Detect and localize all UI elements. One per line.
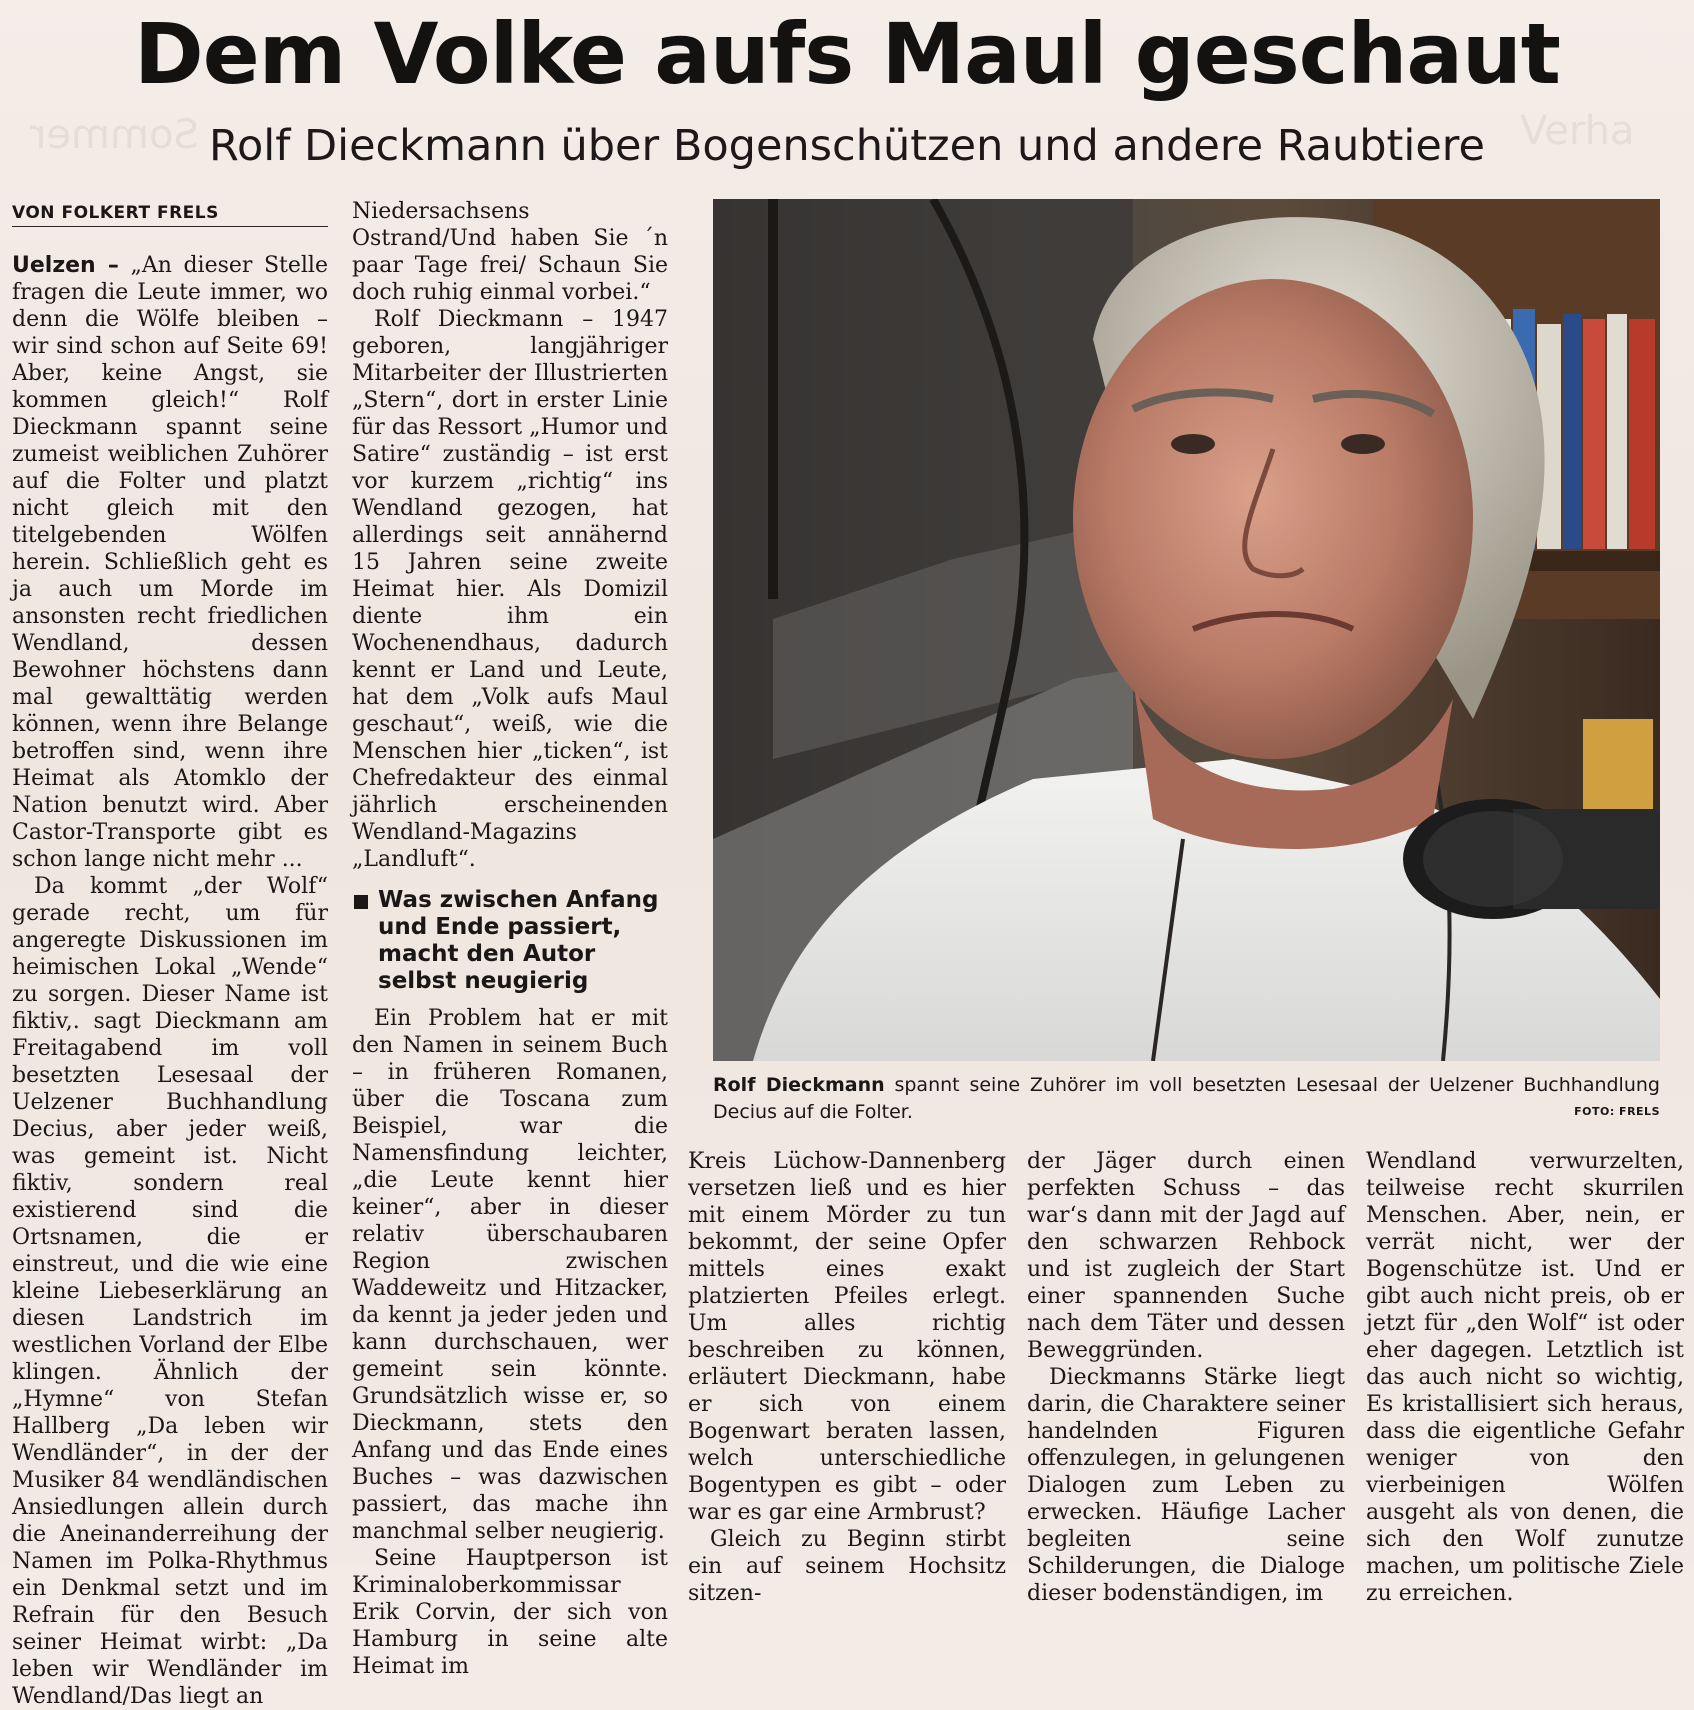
column-4 [1027, 1148, 1345, 1607]
article-photo [713, 199, 1660, 1061]
column-5 [1366, 1148, 1684, 1607]
paragraph: Kreis Lüchow-Dannenberg versetzen ließ und es hier mit einem Mörder zu tun bekommt, der seine Opfer mittels eines exakt platzierten Pfeiles erlegt. Um alles richtig beschreiben zu können, erläutert Dieckmann, habe er sich von einem Bogenwart beraten lassen, welch unterschiedliche Bogentypen es gibt – oder war es gar eine Armbrust? [688, 1149, 1006, 1525]
paragraph: Dieckmanns Stärke liegt darin, die Charaktere seiner handelnden Figuren offenzulegen, in gelungenen Dialogen zum Leben zu erwecken. Häufige Lacher begleiten seine Schilderungen, die Dialoge dieser bodenständigen, im [1027, 1365, 1345, 1606]
column-1 [12, 252, 328, 1710]
intermediate-heading-text: Was zwischen Anfang und Ende passiert, macht den Autor selbst neugierig [378, 887, 659, 994]
caption-text: spannt seine Zuhörer im voll besetzten Lesesaal der Uelzener Buchhandlung Decius auf die Folter. [713, 1074, 1660, 1123]
column-2 [352, 198, 668, 1680]
subheadline: Rolf Dieckmann über Bogenschützen und andere Raubtiere [209, 121, 1485, 171]
location-label: Uelzen – [12, 253, 119, 278]
paragraph: Ein Problem hat er mit den Namen in seinem Buch – in früheren Romanen, über die Toscana zum Beispiel, war die Namensfindung leichter, „die Leute kennt hier keiner“, aber in dieser relativ überschaubaren Region zwischen Waddeweitz und Hitzacker, da kennt ja jeder jeden und kann durchschauen, wer gemeint sein könnte. Grundsätzlich wisse er, so Dieckmann, stets den Anfang und das Ende eines Buches – was dazwischen passiert, das mache ihn manchmal selber neugierig. [352, 1006, 668, 1544]
portrait-image [713, 199, 1660, 1061]
paragraph: Gleich zu Beginn stirbt ein auf seinem Hochsitz sitzen- [688, 1527, 1006, 1606]
byline: VON FOLKERT FRELS [12, 200, 328, 227]
paragraph: Rolf Dieckmann – 1947 geboren, langjähriger Mitarbeiter der Illustrierten „Stern“, dort in erster Linie für das Ressort „Humor und Satire“ zuständig – ist erst vor kurzem „richtig“ ins Wendland gezogen, hat allerdings seit annähernd 15 Jahren seine zweite Heimat hier. Als Domizil diente ihm ein Wochenendhaus, dadurch kennt er Land und Leute, hat dem „Volk aufs Maul geschaut“, weiß, wie die Menschen hier „ticken“, ist Chefredakteur des einmal jährlich erscheinenden Wendland-Magazins „Landluft“. [352, 307, 668, 872]
paragraph: Niedersachsens Ostrand/Und haben Sie ´n paar Tage frei/ Schaun Sie doch ruhig einmal vorbei.“ [352, 199, 668, 305]
photo-credit: FOTO: FRELS [1574, 1105, 1660, 1118]
bullet-square-icon [354, 895, 368, 909]
intermediate-heading [352, 887, 668, 995]
bleed-through-text-right: Verha [1520, 108, 1635, 154]
column-3 [688, 1148, 1006, 1607]
paragraph: der Jäger durch einen perfekten Schuss – das war‘s dann mit der Jagd auf den schwarzen Rehbock und ist zugleich der Start einer spannenden Suche nach dem Täter und dessen Beweggründen. [1027, 1149, 1345, 1363]
paragraph: „An dieser Stelle fragen die Leute immer, wo denn die Wölfe bleiben – wir sind schon auf Seite 69! Aber, keine Angst, sie kommen gleich!“ Rolf Dieckmann spannt seine zumeist weiblichen Zuhörer auf die Folter und platzt nicht gleich mit den titelgebenden Wölfen herein. Schließlich geht es ja auch um Morde im ansonsten recht friedlichen Wendland, dessen Bewohner höchstens dann mal gewalttätig werden können, wenn ihre Belange betroffen sind, wenn ihre Heimat als Atomklo der Nation benutzt wird. Aber Castor-Transporte gibt es schon lange nicht mehr ... [12, 253, 328, 872]
paragraph: Wendland verwurzelten, teilweise recht skurrilen Menschen. Aber, nein, er verrät nicht, wer der Bogenschütze ist. Und er gibt auch nicht preis, ob er jetzt für „den Wolf“ ist oder eher dagegen. Letztlich ist das auch nicht so wichtig, Es kristallisiert sich heraus, dass die eigentliche Gefahr weniger von den vierbeinigen Wölfen ausgeht als von denen, die sich den Wolf zunutze machen, um politische Ziele zu erreichen. [1366, 1149, 1684, 1606]
caption-name: Rolf Dieckmann [713, 1074, 885, 1096]
paragraph: Da kommt „der Wolf“ gerade recht, um für angeregte Diskussionen im heimischen Lokal „Wende“ zu sorgen. Dieser Name ist fiktiv,. sagt Dieckmann am Freitagabend im voll besetzten Lesesaal der Uelzener Buchhandlung Decius, aber jeder weiß, was gemeint ist. Nicht fiktiv, sondern real existierend sind die Ortsnamen, die er einstreut, und die wie eine kleine Liebeserklärung an diesen Landstrich im westlichen Vorland der Elbe klingen. Ähnlich der „Hymne“ von Stefan Hallberg „Da leben wir Wendländer“, in der der Musiker 84 wendländischen Ansiedlungen allein durch die Aneinanderreihung der Namen im Polka-Rhythmus ein Denkmal setzt und im Refrain für den Besuch seiner Heimat wirbt: „Da leben wir Wendländer im Wendland/Das liegt an [12, 874, 328, 1709]
bleed-through-text: Sommer [30, 112, 199, 158]
photo-caption [713, 1072, 1660, 1126]
paragraph: Seine Hauptperson ist Kriminaloberkommissar Erik Corvin, der sich von Hamburg in seine alte Heimat im [352, 1546, 668, 1679]
headline: Dem Volke aufs Maul geschaut [134, 5, 1560, 103]
